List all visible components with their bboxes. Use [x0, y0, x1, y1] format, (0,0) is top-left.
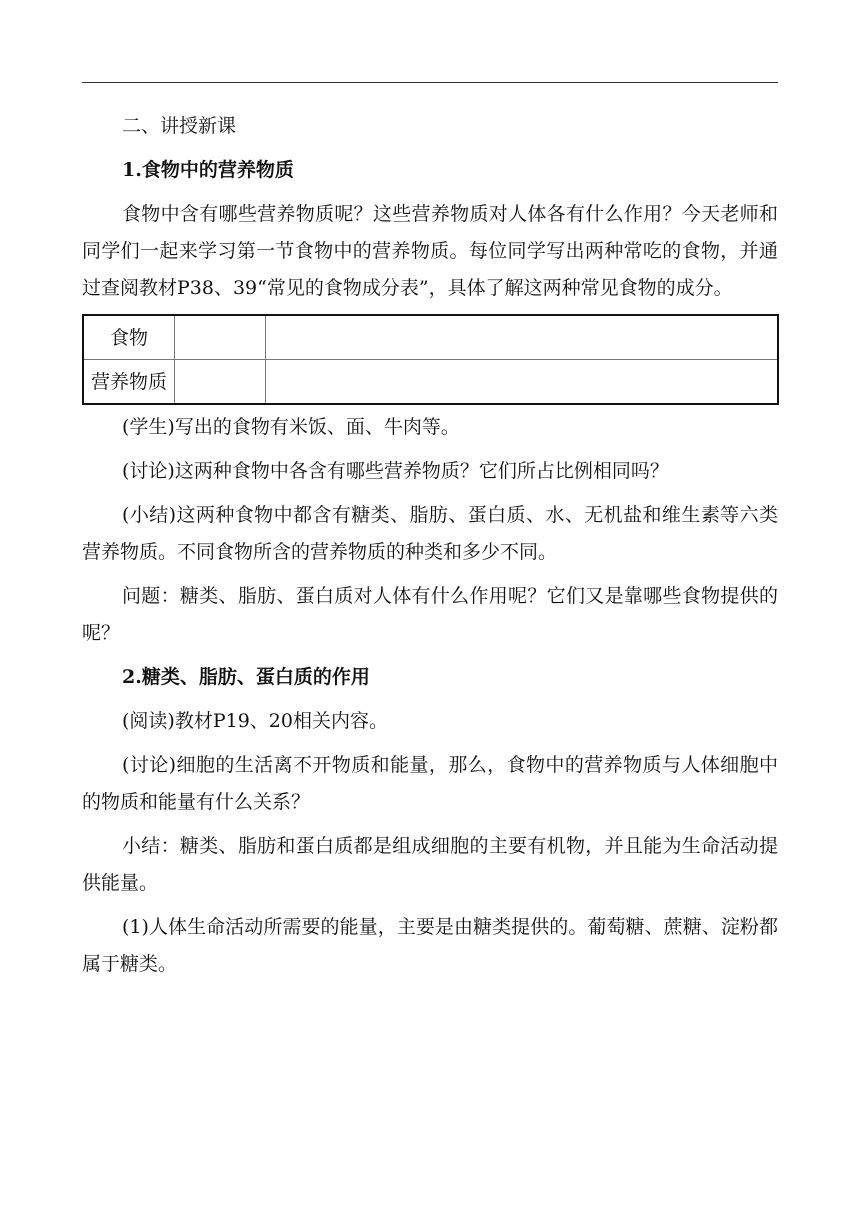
summary-paragraph-2: 小结：糖类、脂肪和蛋白质都是组成细胞的主要有机物，并且能为生命活动提供能量。: [82, 835, 778, 894]
reading-paragraph: (阅读)教材P19、20相关内容。: [122, 710, 388, 732]
section-title: 二、讲授新课: [122, 115, 237, 137]
table-cell-food-1: [175, 315, 266, 360]
table-label-nutrients: 营养物质: [83, 360, 175, 405]
food-nutrient-table-wrapper: [82, 314, 778, 405]
item-paragraph-1: (1)人体生命活动所需要的能量，主要是由糖类提供的。葡萄糖、蔗糖、淀粉都属于糖类。: [82, 916, 778, 975]
subsection-title-2: 2.糖类、脂肪、蛋白质的作用: [122, 666, 370, 688]
student-paragraph: (学生)写出的食物有米饭、面、牛肉等。: [122, 416, 460, 438]
intro-paragraph: 食物中含有哪些营养物质呢？这些营养物质对人体各有什么作用？今天老师和同学们一起来学习第一节食物中的营养物质。每位同学写出两种常吃的食物，并通过查阅教材P38、39“常见的食物成分表”，具体了解这两种常见食物的成分。: [82, 203, 778, 299]
discussion-paragraph-1: (讨论)这两种食物中各含有哪些营养物质？它们所占比例相同吗？: [122, 460, 669, 482]
summary-paragraph-1: (小结)这两种食物中都含有糖类、脂肪、蛋白质、水、无机盐和维生素等六类营养物质。不同食物所含的营养物质的种类和多少不同。: [82, 504, 778, 563]
table-cell-nutrients-2: [266, 360, 779, 405]
table-cell-food-2: [266, 315, 779, 360]
discussion-paragraph-2: (讨论)细胞的生活离不开物质和能量，那么，食物中的营养物质与人体细胞中的物质和能量有什么关系？: [82, 754, 778, 813]
document-body: [82, 108, 778, 990]
table-row: [83, 360, 778, 405]
table-cell-nutrients-1: [175, 360, 266, 405]
table-label-food: 食物: [83, 315, 175, 360]
question-paragraph: 问题：糖类、脂肪、蛋白质对人体有什么作用呢？它们又是靠哪些食物提供的呢？: [82, 585, 778, 644]
header-rule: [82, 82, 778, 83]
table-row: [83, 315, 778, 360]
subsection-title-1: 1.食物中的营养物质: [122, 159, 294, 181]
food-nutrient-table: [82, 314, 779, 405]
